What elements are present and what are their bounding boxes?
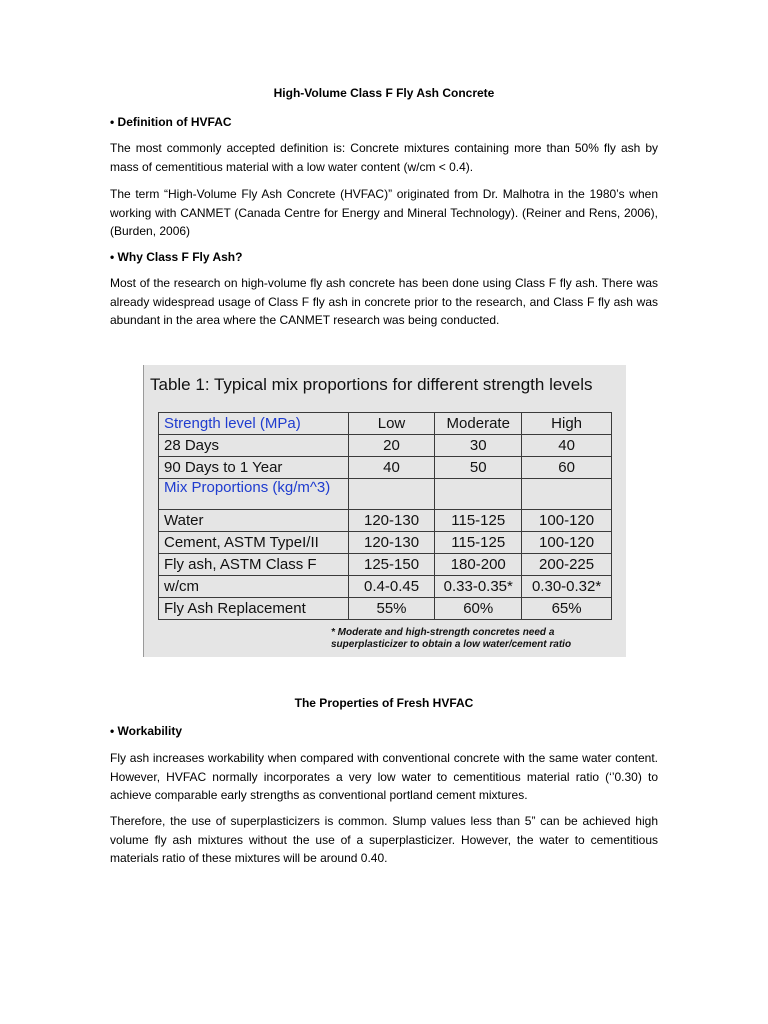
table-row xyxy=(159,598,612,620)
row-label: 28 Days xyxy=(159,435,349,457)
row-label: Cement, ASTM TypeI/II xyxy=(159,532,349,554)
table-footnote: * Moderate and high-strength concretes need a superplasticizer to obtain a low water/cement ratio xyxy=(331,627,572,650)
table-cell: 40 xyxy=(348,457,435,479)
table-cell: 0.4-0.45 xyxy=(348,576,435,598)
table-cell: 65% xyxy=(522,598,612,620)
table-cell: 125-150 xyxy=(348,554,435,576)
table-cell: 120-130 xyxy=(348,532,435,554)
table-cell: 0.33-0.35* xyxy=(435,576,522,598)
row-label: Fly Ash Replacement xyxy=(159,598,349,620)
table-cell: 0.30-0.32* xyxy=(522,576,612,598)
header-cell: Moderate xyxy=(435,413,522,435)
header-cell: Strength level (MPa) xyxy=(159,413,349,435)
mix-proportions-figure xyxy=(143,365,626,657)
table-cell: 200-225 xyxy=(522,554,612,576)
row-label: Water xyxy=(159,510,349,532)
table-cell: 120-130 xyxy=(348,510,435,532)
empty-cell xyxy=(522,479,612,510)
document-title: High-Volume Class F Fly Ash Concrete xyxy=(273,86,495,100)
table-cell: 30 xyxy=(435,435,522,457)
table-row xyxy=(159,576,612,598)
paragraph-definition: The most commonly accepted definition is: Concrete mixtures containing more than 50% fly ash by mass of cementitious material with a low water content (w/cm < 0.4). xyxy=(110,141,658,174)
mix-header-row xyxy=(159,479,612,510)
table-row xyxy=(159,554,612,576)
empty-cell xyxy=(435,479,522,510)
row-label: Fly ash, ASTM Class F xyxy=(159,554,349,576)
bullet-definition: • Definition of HVFAC xyxy=(110,115,232,129)
table-cell: 100-120 xyxy=(522,510,612,532)
paragraph-origin: The term “High-Volume Fly Ash Concrete (HVFAC)” originated from Dr. Malhotra in the 1980’s when working with CANMET (Canada Centre for Energy and Mineral Technology). (Reiner and Rens, 2006), (Burden, 2006) xyxy=(110,187,658,238)
section-title-fresh-properties: The Properties of Fresh HVFAC xyxy=(294,696,474,710)
table-row xyxy=(159,510,612,532)
table-row xyxy=(159,435,612,457)
row-label: 90 Days to 1 Year xyxy=(159,457,349,479)
empty-cell xyxy=(348,479,435,510)
table-cell: 60% xyxy=(435,598,522,620)
table-row xyxy=(159,457,612,479)
table-header-row xyxy=(159,413,612,435)
header-cell: Low xyxy=(348,413,435,435)
table-cell: 115-125 xyxy=(435,510,522,532)
table-cell: 20 xyxy=(348,435,435,457)
table-cell: 115-125 xyxy=(435,532,522,554)
paragraph-workability: Fly ash increases workability when compared with conventional concrete with the same water content. However, HVFAC normally incorporates a very low water to cementitious material ratio (‘’0.30) to achieve comparable early strengths as conventional portland cement mixtures. xyxy=(110,751,658,802)
table-cell: 50 xyxy=(435,457,522,479)
table-cell: 60 xyxy=(522,457,612,479)
table-cell: 100-120 xyxy=(522,532,612,554)
table-row xyxy=(159,532,612,554)
paragraph-superplasticizers: Therefore, the use of superplasticizers is common. Slump values less than 5” can be achieved high volume fly ash mixtures without the use of a superplasticizer. However, the water to cementitious materials ratio of these mixtures will be around 0.40. xyxy=(110,814,658,865)
table-cell: 40 xyxy=(522,435,612,457)
bullet-why-class-f: • Why Class F Fly Ash? xyxy=(110,250,243,264)
mix-proportions-table xyxy=(158,412,612,620)
bullet-workability: • Workability xyxy=(110,724,182,738)
table-cell: 180-200 xyxy=(435,554,522,576)
table-cell: 55% xyxy=(348,598,435,620)
header-cell: High xyxy=(522,413,612,435)
mix-header-cell: Mix Proportions (kg/m^3) xyxy=(159,479,349,510)
table-caption: Table 1: Typical mix proportions for different strength levels xyxy=(150,375,593,394)
row-label: w/cm xyxy=(159,576,349,598)
paragraph-why-class-f: Most of the research on high-volume fly ash concrete has been done using Class F fly ash. There was already widespread usage of Class F fly ash in concrete prior to the research, and Class F fly ash was abundant in the area where the CANMET research was being conducted. xyxy=(110,276,658,327)
